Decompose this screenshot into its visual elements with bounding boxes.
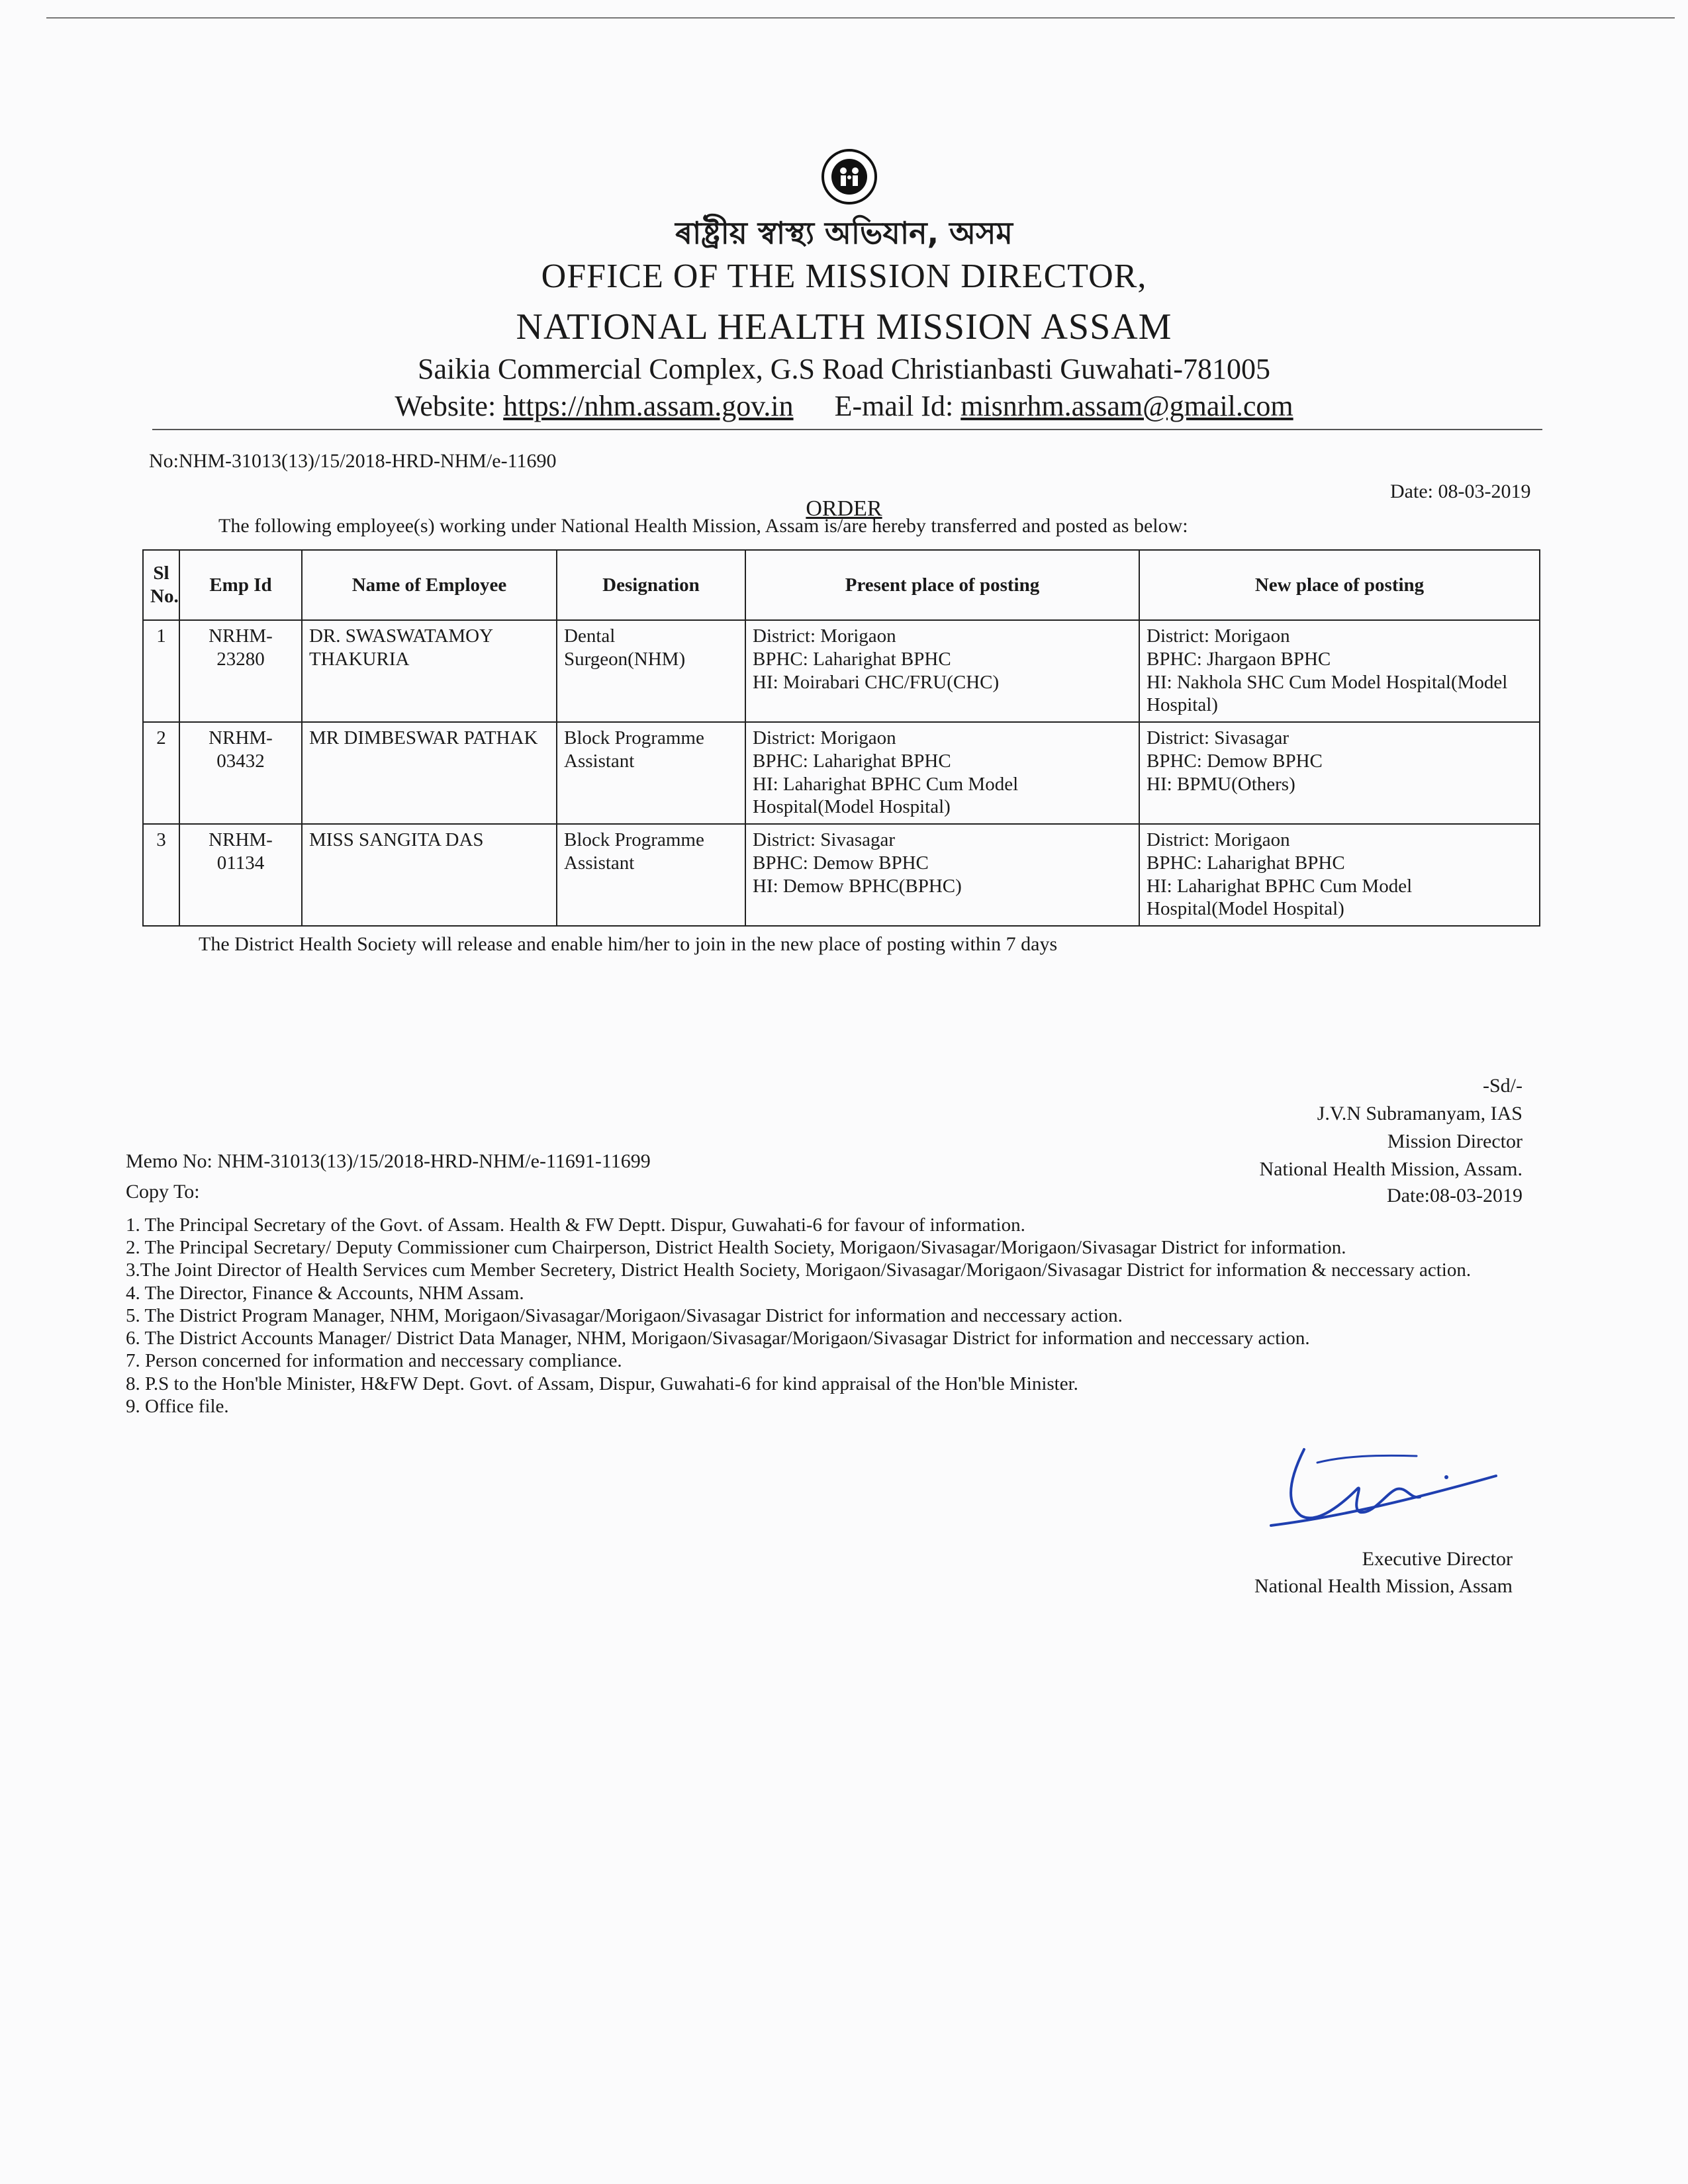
present-district: District: Morigaon xyxy=(753,625,896,647)
order-ref-number: No:NHM-31013(13)/15/2018-HRD-NHM/e-11690 xyxy=(149,450,557,472)
list-item: 6. The District Accounts Manager/ District Data Manager, NHM, Morigaon/Sivasagar/Morigaon/Sivasagar District for information and neccessary action. xyxy=(126,1328,1310,1349)
cell-name: DR. SWASWATAMOY THAKURIA xyxy=(302,620,557,722)
present-bphc: BPHC: Demow BPHC xyxy=(753,852,929,874)
table-header-row xyxy=(143,550,1540,620)
cell-name: MR DIMBESWAR PATHAK xyxy=(302,722,557,824)
nhm-logo xyxy=(806,140,892,213)
cell-present-posting xyxy=(745,620,1139,722)
list-item: 5. The District Program Manager, NHM, Morigaon/Sivasagar/Morigaon/Sivasagar District for information and neccessary action. xyxy=(126,1304,1123,1326)
present-hi: HI: Laharighat BPHC Cum Model Hospital(Model Hospital) xyxy=(753,773,1019,818)
new-district: District: Morigaon xyxy=(1147,829,1290,850)
col-emp-id: Emp Id xyxy=(179,550,302,620)
present-district: District: Sivasagar xyxy=(753,829,896,850)
cell-emp-id: NRHM-01134 xyxy=(179,824,302,926)
office-title: OFFICE OF THE MISSION DIRECTOR, xyxy=(541,257,1147,295)
email-label: E-mail Id: xyxy=(834,390,954,422)
top-border-line xyxy=(46,17,1675,19)
cell-designation: Dental Surgeon(NHM) xyxy=(557,620,745,722)
present-bphc: BPHC: Laharighat BPHC xyxy=(753,648,951,670)
release-note: The District Health Society will release and enable him/her to join in the new place of posting within 7 days xyxy=(199,933,1058,955)
cell-emp-id: NRHM-23280 xyxy=(179,620,302,722)
order-intro: The following employee(s) working under National Health Mission, Assam is/are hereby transferred and posted as below: xyxy=(218,515,1188,537)
memo-date: Date:08-03-2019 xyxy=(1387,1185,1523,1206)
cell-sl: 3 xyxy=(143,824,179,926)
list-item: 8. P.S to the Hon'ble Minister, H&FW Dept. Govt. of Assam, Dispur, Guwahati-6 for kind appraisal of the Hon'ble Minister. xyxy=(126,1373,1078,1394)
cell-new-posting xyxy=(1139,620,1540,722)
table-row xyxy=(143,824,1540,926)
memo-number: Memo No: NHM-31013(13)/15/2018-HRD-NHM/e-11691-11699 xyxy=(126,1150,651,1172)
new-hi: HI: Nakhola SHC Cum Model Hospital(Model Hospital) xyxy=(1147,671,1508,716)
assamese-title: ৰাষ্ট্ৰীয় স্বাস্থ্য অভিযান, অসম xyxy=(675,215,1013,251)
col-designation: Designation xyxy=(557,550,745,620)
new-bphc: BPHC: Demow BPHC xyxy=(1147,750,1323,772)
list-item: 7. Person concerned for information and neccessary compliance. xyxy=(126,1350,622,1372)
table-row xyxy=(143,620,1540,722)
list-item: 4. The Director, Finance & Accounts, NHM Assam. xyxy=(126,1282,524,1304)
cell-designation: Block Programme Assistant xyxy=(557,824,745,926)
cell-name: MISS SANGITA DAS xyxy=(302,824,557,926)
signatory-org: National Health Mission, Assam. xyxy=(1259,1158,1523,1180)
new-hi: HI: BPMU(Others) xyxy=(1147,773,1295,795)
present-bphc: BPHC: Laharighat BPHC xyxy=(753,750,951,772)
col-sl: Sl No. xyxy=(143,550,179,620)
cell-present-posting xyxy=(745,722,1139,824)
new-bphc: BPHC: Laharighat BPHC xyxy=(1147,852,1345,874)
website-link[interactable]: https://nhm.assam.gov.in xyxy=(503,390,794,422)
cell-emp-id: NRHM-03432 xyxy=(179,722,302,824)
col-new-posting: New place of posting xyxy=(1139,550,1540,620)
signatory-name: J.V.N Subramanyam, IAS xyxy=(1317,1103,1523,1124)
new-district: District: Morigaon xyxy=(1147,625,1290,647)
present-hi: HI: Moirabari CHC/FRU(CHC) xyxy=(753,671,1000,693)
new-bphc: BPHC: Jhargaon BPHC xyxy=(1147,648,1331,670)
cell-new-posting xyxy=(1139,824,1540,926)
cell-new-posting xyxy=(1139,722,1540,824)
col-name: Name of Employee xyxy=(302,550,557,620)
new-hi: HI: Laharighat BPHC Cum Model Hospital(Model Hospital) xyxy=(1147,875,1413,920)
signatory-block xyxy=(1125,1072,1523,1183)
copy-to-list xyxy=(126,1214,1549,1418)
contact-line xyxy=(0,389,1688,423)
cell-designation: Block Programme Assistant xyxy=(557,722,745,824)
present-hi: HI: Demow BPHC(BPHC) xyxy=(753,875,962,897)
order-date: Date: 08-03-2019 xyxy=(1390,480,1531,502)
cell-present-posting xyxy=(745,824,1139,926)
posting-table xyxy=(142,549,1540,927)
present-district: District: Morigaon xyxy=(753,727,896,749)
organization-title: NATIONAL HEALTH MISSION ASSAM xyxy=(516,306,1172,347)
sd-mark: -Sd/- xyxy=(1483,1075,1523,1097)
list-item: 3.The Joint Director of Health Services cum Member Secretery, District Health Society, Morigaon/Sivasagar/Morigaon/Sivasagar District for information & neccessary action. xyxy=(126,1259,1472,1281)
email-link[interactable]: misnrhm.assam@gmail.com xyxy=(961,390,1293,422)
cell-sl: 2 xyxy=(143,722,179,824)
col-present-posting: Present place of posting xyxy=(745,550,1139,620)
order-title: ORDER xyxy=(806,496,882,521)
handwritten-signature xyxy=(1244,1436,1509,1542)
website-label: Website: xyxy=(395,390,496,422)
copy-to-label: Copy To: xyxy=(126,1181,200,1203)
executive-block xyxy=(1125,1546,1513,1600)
list-item: 1. The Principal Secretary of the Govt. of Assam. Health & FW Deptt. Dispur, Guwahati-6 for favour of information. xyxy=(126,1214,1025,1236)
signatory-title: Mission Director xyxy=(1387,1130,1523,1152)
list-item: 2. The Principal Secretary/ Deputy Commissioner cum Chairperson, District Health Society, Morigaon/Sivasagar/Morigaon/Sivasagar District for information. xyxy=(126,1237,1346,1259)
cell-sl: 1 xyxy=(143,620,179,722)
list-item: 9. Office file. xyxy=(126,1395,229,1417)
office-address: Saikia Commercial Complex, G.S Road Christianbasti Guwahati-781005 xyxy=(417,353,1271,385)
executive-title: Executive Director xyxy=(1362,1548,1513,1570)
table-row xyxy=(143,722,1540,824)
executive-org: National Health Mission, Assam xyxy=(1254,1574,1513,1597)
header-divider xyxy=(152,429,1542,430)
new-district: District: Sivasagar xyxy=(1147,727,1289,749)
